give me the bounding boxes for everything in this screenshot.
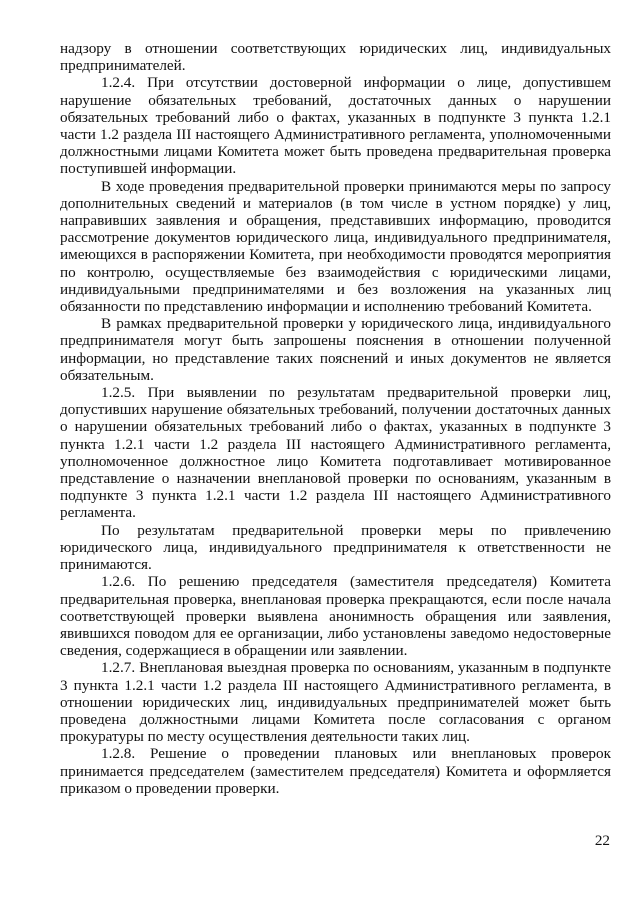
- paragraph: 1.2.6. По решению председателя (заместителя председателя) Комитета предварительная проверка, внеплановая проверка прекращаются, если после начала соответствующей проверки выявлена анонимность обращения или заявления, явившихся поводом для ее организации, либо установлены заведомо недостоверные сведения, содержащиеся в обращении или заявлении.: [60, 573, 611, 660]
- paragraph: 1.2.8. Решение о проведении плановых или внеплановых проверок принимается председателем (заместителем председателя) Комитета и оформляется приказом о проведении проверки.: [60, 745, 611, 797]
- paragraph: 1.2.5. При выявлении по результатам предварительной проверки лиц, допустивших нарушение обязательных требований, получении достаточных данных о нарушении обязательных требований либо о фактах, указанных в подпункте 3 пункта 1.2.1 части 1.2 раздела III настоящего Административного регламента, уполномоченное должностное лицо Комитета подготавливает мотивированное представление о назначении внеплановой проверки по основаниям, указанным в подпункте 3 пункта 1.2.1 части 1.2 раздела III настоящего Административного регламента.: [60, 384, 611, 522]
- paragraph: В ходе проведения предварительной проверки принимаются меры по запросу дополнительных сведений и материалов (в том числе в устном порядке) у лиц, направивших заявления и обращения, представивших информацию, проводится рассмотрение документов юридического лица, индивидуального предпринимателя, имеющихся в распоряжении Комитета, при необходимости проводятся мероприятия по контролю, осуществляемые без взаимодействия с юридическими лицами, индивидуальными предпринимателями и без возложения на указанных лиц обязанности по представлению информации и исполнению требований Комитета.: [60, 177, 611, 316]
- paragraph: 1.2.7. Внеплановая выездная проверка по основаниям, указанным в подпункте 3 пункта 1.2.1 части 1.2 раздела III настоящего Административного регламента, в отношении юридических лиц, индивидуальных предпринимателей может быть проведена должностными лицами Комитета после согласования с органом прокуратуры по месту осуществления деятельности таких лиц.: [60, 659, 611, 746]
- paragraph: 1.2.4. При отсутствии достоверной информации о лице, допустившем нарушение обязательных требований, достаточных данных о нарушении обязательных требований либо о фактах, указанных в подпункте 3 пункта 1.2.1 части 1.2 раздела III настоящего Административного регламента, уполномоченными должностными лицами Комитета может быть проведена предварительная проверка поступившей информации.: [60, 74, 611, 178]
- body-text: [60, 40, 611, 797]
- page-number: 22: [594, 832, 610, 849]
- paragraph: надзору в отношении соответствующих юридических лиц, индивидуальных предпринимателей.: [60, 40, 611, 75]
- paragraph: По результатам предварительной проверки меры по привлечению юридического лица, индивидуального предпринимателя к ответственности не принимаются.: [60, 521, 611, 574]
- paragraph: В рамках предварительной проверки у юридического лица, индивидуального предпринимателя могут быть запрошены пояснения в отношении полученной информации, но представление таких пояснений и иных документов не является обязательным.: [60, 315, 611, 384]
